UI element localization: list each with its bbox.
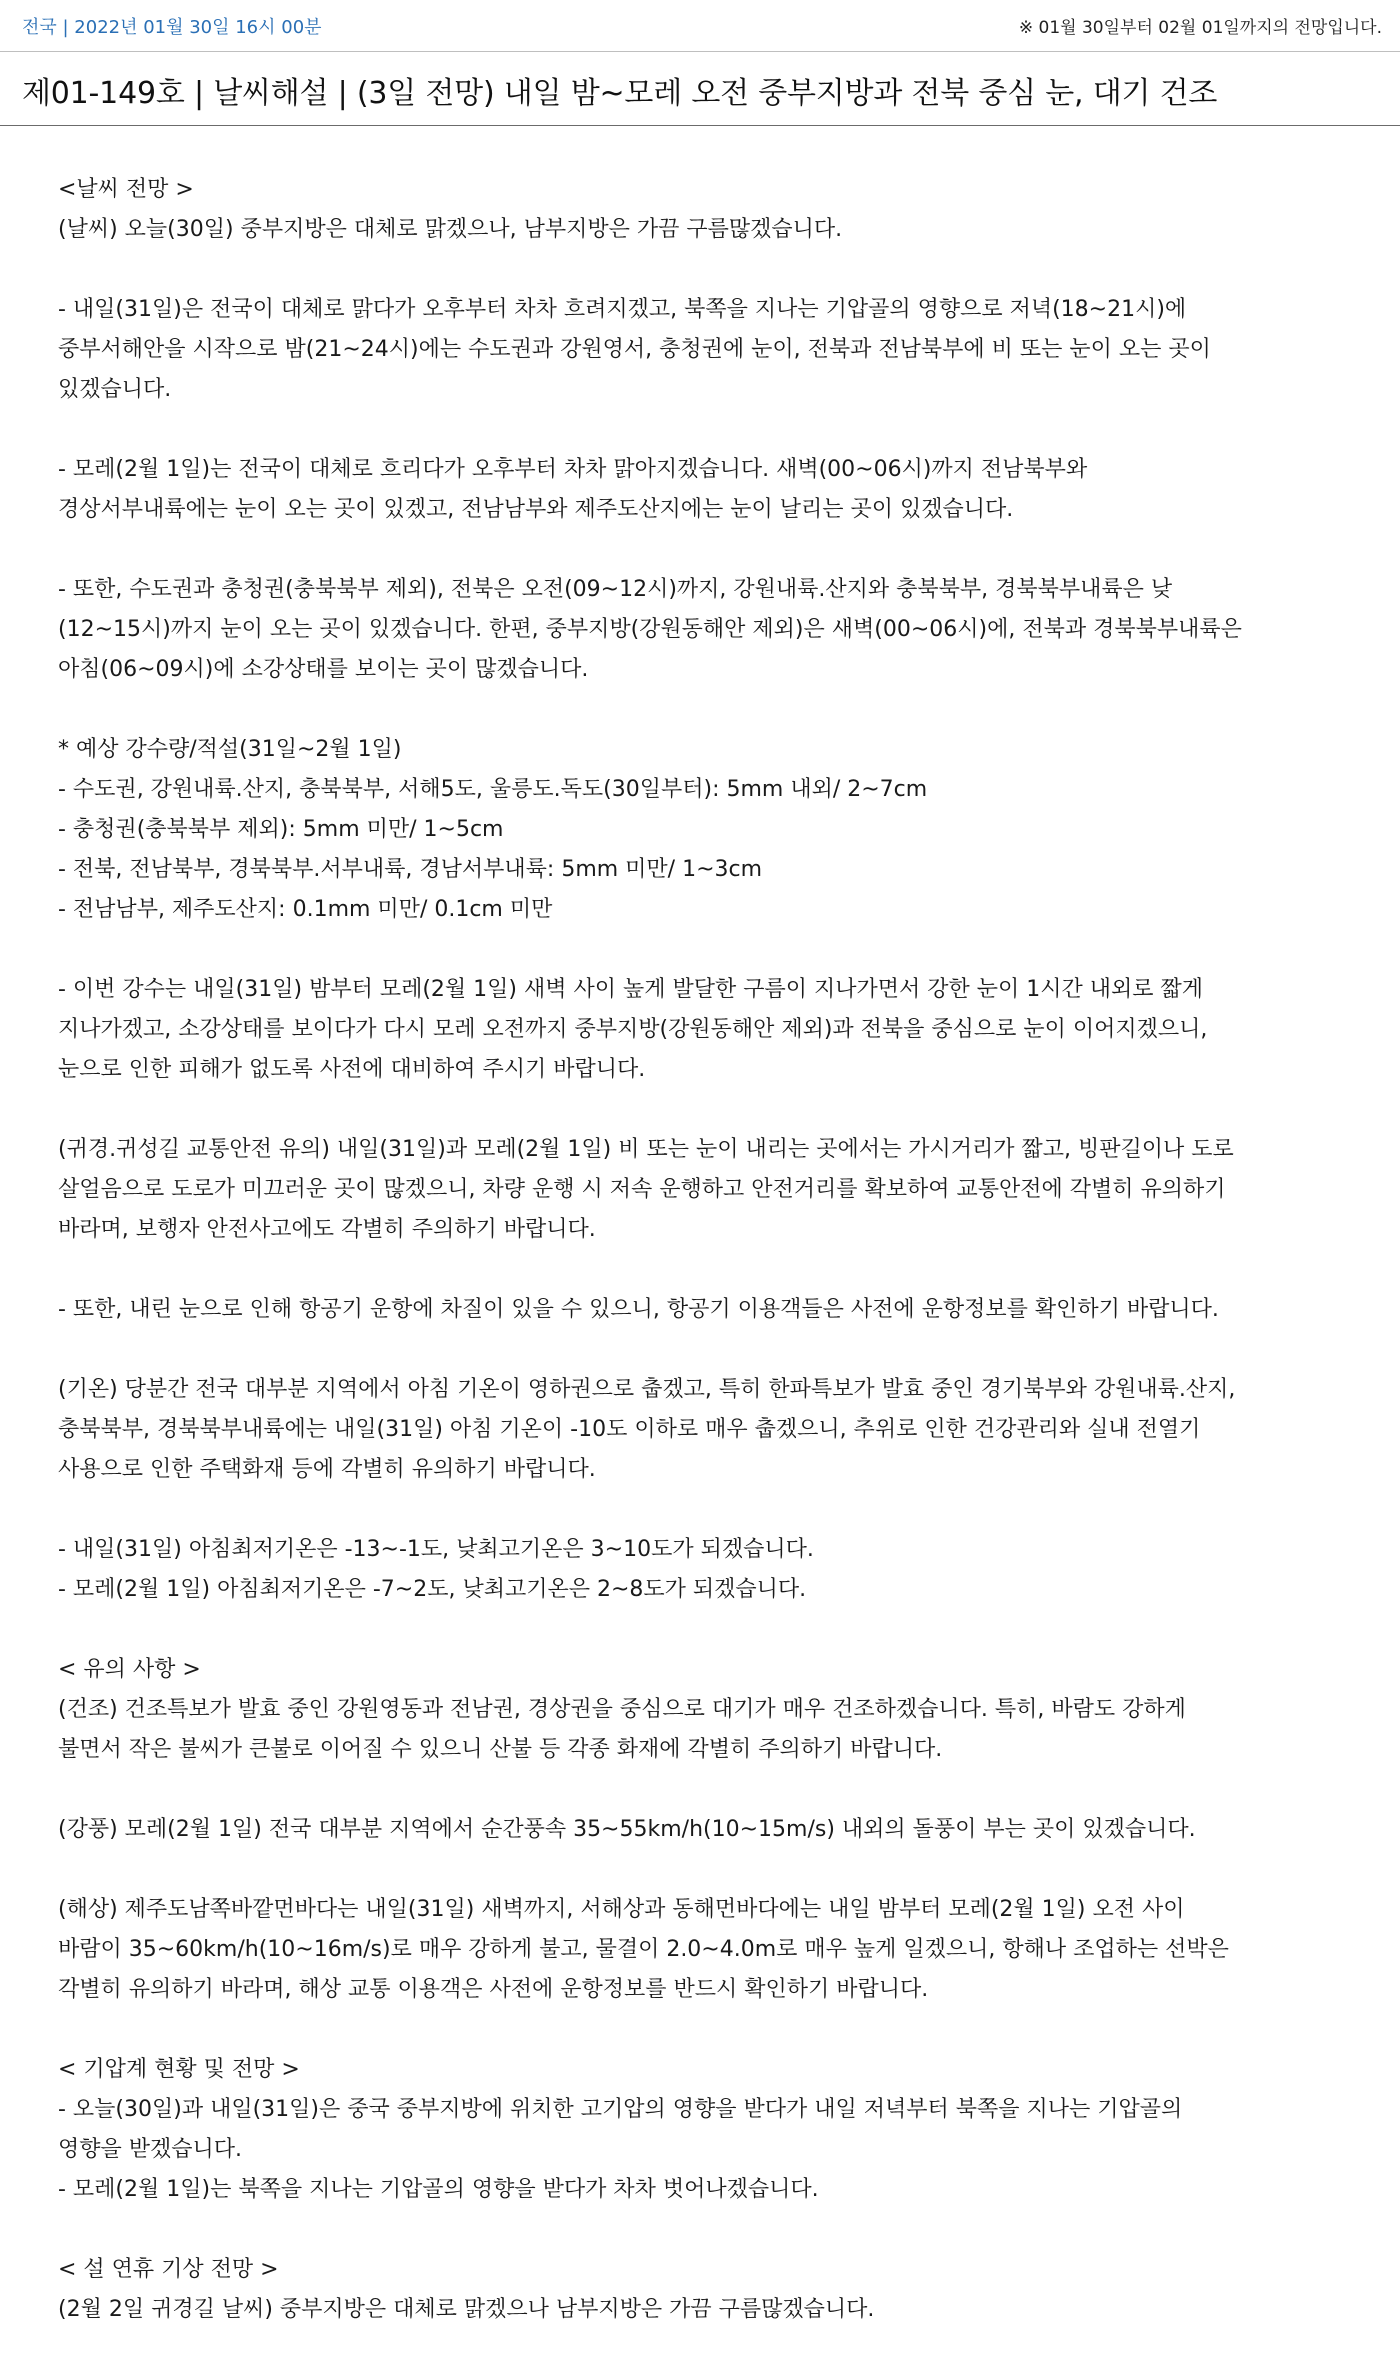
- page-title: 제01-149호 | 날씨해설 | (3일 전망) 내일 밤~모레 오전 중부지방과 전북 중심 눈, 대기 건조: [22, 76, 1218, 111]
- text-line: 바람이 35~60km/h(10~16m/s)로 매우 강하게 불고, 물결이 2.0~4.0m로 매우 높게 일겠으니, 항해나 조업하는 선박은: [58, 1937, 1229, 1962]
- text-line: - 모레(2월 1일)는 북쪽을 지나는 기압골의 영향을 받다가 차차 벗어나겠습니다.: [58, 2177, 819, 2202]
- text-line: - 오늘(30일)과 내일(31일)은 중국 중부지방에 위치한 고기압의 영향을 받다가 내일 저녁부터 북쪽을 지나는 기압골의: [58, 2097, 1183, 2122]
- paragraph-gap: [58, 2010, 1342, 2050]
- text-line: * 예상 강수량/적설(31일~2월 1일): [58, 737, 402, 762]
- title-bar: [0, 52, 1400, 126]
- text-line: 지나가겠고, 소강상태를 보이다가 다시 모레 오전까지 중부지방(강원동해안 제외)과 전북을 중심으로 눈이 이어지겠으니,: [58, 1017, 1208, 1042]
- text-line: - 전북, 전남북부, 경북북부.서부내륙, 경남서부내륙: 5mm 미만/ 1~3cm: [58, 857, 763, 882]
- text-line: 살얼음으로 도로가 미끄러운 곳이 많겠으니, 차량 운행 시 저속 운행하고 안전거리를 확보하여 교통안전에 각별히 유의하기: [58, 1177, 1226, 1202]
- paragraph-gap: [58, 530, 1342, 570]
- paragraph-gap: [58, 690, 1342, 730]
- text-line: 사용으로 인한 주택화재 등에 각별히 유의하기 바랍니다.: [58, 1457, 596, 1482]
- text-line: 영향을 받겠습니다.: [58, 2137, 243, 2162]
- paragraph-gap: [58, 1330, 1342, 1370]
- forecast-range-note: ※ 01월 30일부터 02월 01일까지의 전망입니다.: [1018, 18, 1382, 38]
- text-line: - 충청권(충북북부 제외): 5mm 미만/ 1~5cm: [58, 817, 504, 842]
- text-line: (기온) 당분간 전국 대부분 지역에서 아침 기온이 영하권으로 춥겠고, 특히 한파특보가 발효 중인 경기북부와 강원내륙.산지,: [58, 1377, 1236, 1402]
- text-line: - 수도권, 강원내륙.산지, 충북북부, 서해5도, 울릉도.독도(30일부터): 5mm 내외/ 2~7cm: [58, 777, 928, 802]
- text-line: (날씨) 오늘(30일) 중부지방은 대체로 맑겠으나, 남부지방은 가끔 구름많겠습니다.: [58, 217, 843, 242]
- text-line: - 모레(2월 1일)는 전국이 대체로 흐리다가 오후부터 차차 맑아지겠습니다. 새벽(00~06시)까지 전남북부와: [58, 457, 1088, 482]
- paragraph-gap: [58, 410, 1342, 450]
- text-line: < 유의 사항 >: [58, 1657, 201, 1682]
- text-line: (귀경.귀성길 교통안전 유의) 내일(31일)과 모레(2월 1일) 비 또는 눈이 내리는 곳에서는 가시거리가 짧고, 빙판길이나 도로: [58, 1137, 1234, 1162]
- text-line: - 모레(2월 1일) 아침최저기온은 -7~2도, 낮최고기온은 2~8도가 되겠습니다.: [58, 1577, 807, 1602]
- paragraph-gap: [58, 1490, 1342, 1530]
- paragraph-gap: [58, 1610, 1342, 1650]
- text-line: (건조) 건조특보가 발효 중인 강원영동과 전남권, 경상권을 중심으로 대기가 매우 건조하겠습니다. 특히, 바람도 강하게: [58, 1697, 1186, 1722]
- paragraph-gap: [58, 1090, 1342, 1130]
- text-line: (12~15시)까지 눈이 오는 곳이 있겠습니다. 한편, 중부지방(강원동해안 제외)은 새벽(00~06시)에, 전북과 경북북부내륙은: [58, 617, 1242, 642]
- text-line: 충북북부, 경북북부내륙에는 내일(31일) 아침 기온이 -10도 이하로 매우 춥겠으니, 추위로 인한 건강관리와 실내 전열기: [58, 1417, 1201, 1442]
- text-line: - 이번 강수는 내일(31일) 밤부터 모레(2월 1일) 새벽 사이 높게 발달한 구름이 지나가면서 강한 눈이 1시간 내외로 짧게: [58, 977, 1203, 1002]
- issue-meta: 전국 | 2022년 01월 30일 16시 00분: [22, 16, 322, 38]
- text-line: 바라며, 보행자 안전사고에도 각별히 주의하기 바랍니다.: [58, 1217, 596, 1242]
- header-bar: [0, 0, 1400, 52]
- text-line: < 기압계 현황 및 전망 >: [58, 2057, 300, 2082]
- text-line: 각별히 유의하기 바라며, 해상 교통 이용객은 사전에 운항정보를 반드시 확인하기 바랍니다.: [58, 1977, 929, 2002]
- text-line: 눈으로 인한 피해가 없도록 사전에 대비하여 주시기 바랍니다.: [58, 1057, 646, 1082]
- text-line: 있겠습니다.: [58, 377, 172, 402]
- text-line: - 또한, 내린 눈으로 인해 항공기 운항에 차질이 있을 수 있으니, 항공기 이용객들은 사전에 운항정보를 확인하기 바랍니다.: [58, 1297, 1219, 1322]
- text-line: - 또한, 수도권과 충청권(충북북부 제외), 전북은 오전(09~12시)까지, 강원내륙.산지와 충북북부, 경북북부내륙은 낮: [58, 577, 1173, 602]
- forecast-body: [0, 126, 1400, 2330]
- text-line: (2월 2일 귀경길 날씨) 중부지방은 대체로 맑겠으나 남부지방은 가끔 구름많겠습니다.: [58, 2297, 875, 2322]
- text-line: 불면서 작은 불씨가 큰불로 이어질 수 있으니 산불 등 각종 화재에 각별히 주의하기 바랍니다.: [58, 1737, 943, 1762]
- text-line: - 전남남부, 제주도산지: 0.1mm 미만/ 0.1cm 미만: [58, 897, 553, 922]
- text-line: - 내일(31일) 아침최저기온은 -13~-1도, 낮최고기온은 3~10도가 되겠습니다.: [58, 1537, 814, 1562]
- paragraph-gap: [58, 1770, 1342, 1810]
- paragraph-gap: [58, 1250, 1342, 1290]
- text-line: 중부서해안을 시작으로 밤(21~24시)에는 수도권과 강원영서, 충청권에 눈이, 전북과 전남북부에 비 또는 눈이 오는 곳이: [58, 337, 1211, 362]
- text-line: 경상서부내륙에는 눈이 오는 곳이 있겠고, 전남남부와 제주도산지에는 눈이 날리는 곳이 있겠습니다.: [58, 497, 1014, 522]
- text-line: - 내일(31일)은 전국이 대체로 맑다가 오후부터 차차 흐려지겠고, 북쪽을 지나는 기압골의 영향으로 저녁(18~21시)에: [58, 297, 1187, 322]
- text-line: < 설 연휴 기상 전망 >: [58, 2257, 279, 2282]
- text-line: (강풍) 모레(2월 1일) 전국 대부분 지역에서 순간풍속 35~55km/h(10~15m/s) 내외의 돌풍이 부는 곳이 있겠습니다.: [58, 1817, 1196, 1842]
- text-line: <날씨 전망 >: [58, 177, 194, 202]
- paragraph-gap: [58, 930, 1342, 970]
- paragraph-gap: [58, 2210, 1342, 2250]
- paragraph-gap: [58, 250, 1342, 290]
- text-line: 아침(06~09시)에 소강상태를 보이는 곳이 많겠습니다.: [58, 657, 589, 682]
- text-line: (해상) 제주도남쪽바깥먼바다는 내일(31일) 새벽까지, 서해상과 동해먼바다에는 내일 밤부터 모레(2월 1일) 오전 사이: [58, 1897, 1185, 1922]
- paragraph-gap: [58, 1850, 1342, 1890]
